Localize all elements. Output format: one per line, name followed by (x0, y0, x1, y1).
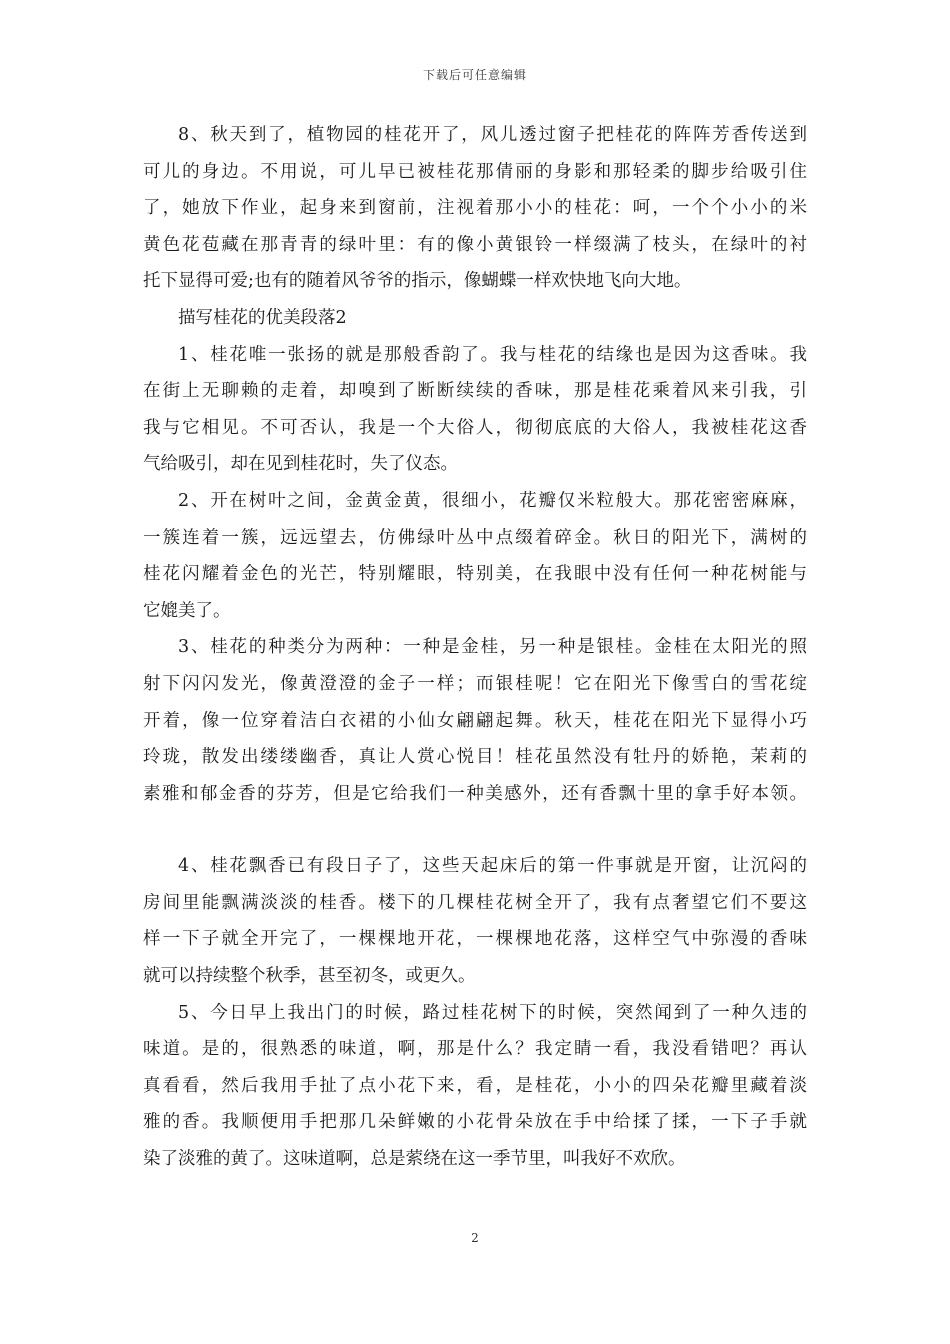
paragraph-line: 1、桂花唯一张扬的就是那般香韵了。我与桂花的结缘也是因为这香味。我 (178, 344, 807, 365)
paragraph (143, 629, 807, 812)
paragraph-line: 桂花闪耀着金色的光芒，特别耀眼，特别美，在我眼中没有任何一种花树能与 (143, 564, 807, 585)
paragraph-line: 开着，像一位穿着洁白衣裙的小仙女翩翩起舞。秋天，桂花在阳光下显得小巧 (143, 710, 807, 731)
paragraph-line: 就可以持续整个秋季，甚至初冬，或更久。 (143, 966, 476, 987)
paragraph-spacer (143, 812, 807, 848)
paragraph-line: 射下闪闪发光，像黄澄澄的金子一样；而银桂呢！它在阳光下像雪白的雪花绽 (143, 673, 807, 694)
section-heading-text: 描写桂花的优美段落2 (178, 307, 347, 328)
paragraph (143, 995, 807, 1178)
paragraph-line: 黄色花苞藏在那青青的绿叶里：有的像小黄银铃一样缀满了枝头，在绿叶的衬 (143, 234, 807, 255)
paragraph-line: 3、桂花的种类分为两种：一种是金桂，另一种是银桂。金桂在太阳光的照 (178, 637, 807, 658)
paragraph-line: 味道。是的，很熟悉的味道，啊，那是什么？我定睛一看，我没看错吧？再认 (143, 1039, 807, 1060)
paragraph (143, 337, 807, 483)
page-number: 2 (471, 1231, 479, 1245)
page-header: 下载后可任意编辑 (422, 68, 527, 82)
paragraph-line: 在街上无聊赖的走着，却嗅到了断断续续的香味，那是桂花乘着风来引我，引 (143, 381, 807, 402)
paragraph-line: 真看看，然后我用手扯了点小花下来，看，是桂花，小小的四朵花瓣里藏着淡 (143, 1075, 807, 1096)
paragraph-line: 样一下子就全开完了，一棵棵地开花，一棵棵地花落，这样空气中弥漫的香味 (143, 929, 807, 950)
section-heading (143, 300, 807, 337)
paragraph-line: 5、今日早上我出门的时候，路过桂花树下的时候，突然闻到了一种久违的 (178, 1002, 807, 1023)
paragraph-line: 8、秋天到了，植物园的桂花开了，风儿透过窗子把桂花的阵阵芳香传送到 (178, 125, 807, 145)
paragraph-line: 它媲美了。 (143, 600, 231, 621)
paragraph (143, 848, 807, 994)
paragraph-line: 4、桂花飘香已有段日子了，这些天起床后的第一件事就是开窗，让沉闷的 (178, 856, 807, 877)
paragraph-line: 房间里能飘满淡淡的桂香。楼下的几棵桂花树全开了，我有点奢望它们不要这 (143, 892, 807, 913)
paragraph-line: 托下显得可爱;也有的随着风爷爷的指示，像蝴蝶一样欢快地飞向大地。 (143, 271, 692, 292)
paragraph-line: 一簇连着一簇，远远望去，仿佛绿叶丛中点缀着碎金。秋日的阳光下，满树的 (143, 527, 807, 548)
paragraph-line: 了，她放下作业，起身来到窗前，注视着那小小的桂花：呵，一个个小小的米 (143, 198, 807, 219)
paragraph-line: 素雅和郁金香的芬芳，但是它给我们一种美感外，还有香飘十里的拿手好本领。 (143, 783, 807, 804)
document-body (143, 117, 807, 1178)
paragraph-line: 我与它相见。不可否认，我是一个大俗人，彻彻底底的大俗人，我被桂花这香 (143, 417, 807, 438)
paragraph-line: 雅的香。我顺便用手把那几朵鲜嫩的小花骨朵放在手中给揉了揉，一下子手就 (143, 1112, 807, 1133)
paragraph-line: 气给吸引，却在见到桂花时，失了仪态。 (143, 454, 458, 475)
paragraph (143, 483, 807, 629)
paragraph-line: 染了淡雅的黄了。这味道啊，总是萦绕在这一季节里，叫我好不欢欣。 (143, 1149, 686, 1170)
paragraph (143, 117, 807, 300)
paragraph-line: 2、开在树叶之间，金黄金黄，很细小，花瓣仅米粒般大。那花密密麻麻， (178, 490, 807, 511)
paragraph-line: 可儿的身边。不用说，可儿早已被桂花那倩丽的身影和那轻柔的脚步给吸引住 (143, 161, 807, 182)
paragraph-line: 玲珑，散发出缕缕幽香，真让人赏心悦目！桂花虽然没有牡丹的娇艳，茉莉的 (143, 747, 807, 768)
